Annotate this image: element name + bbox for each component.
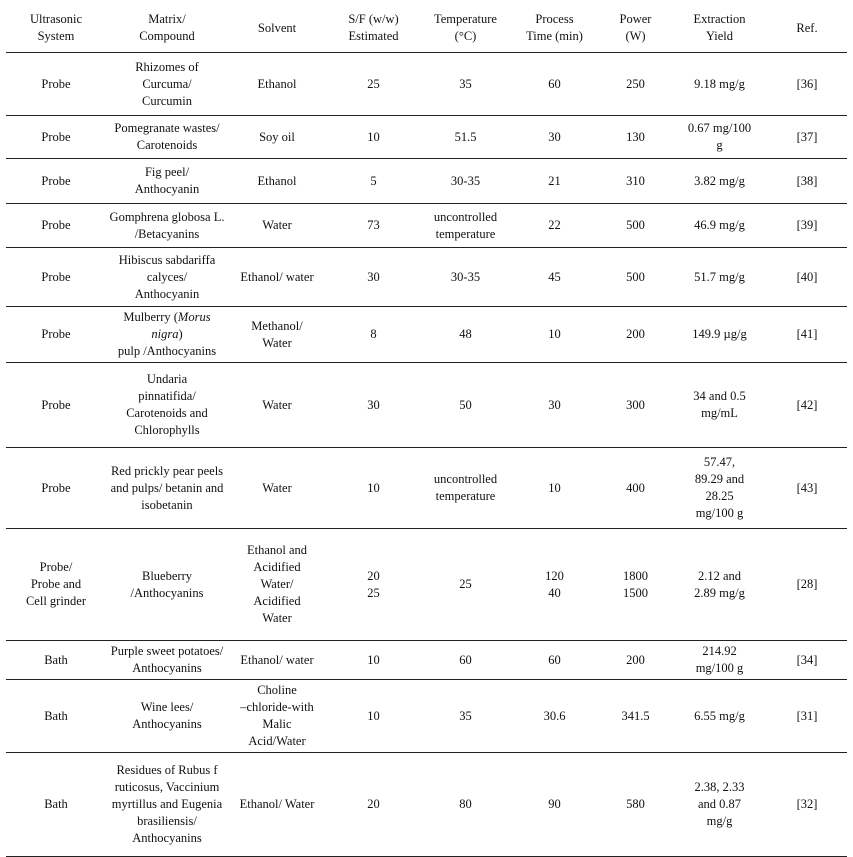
- cell-matrix: Red prickly pear peels and pulps/ betanin and isobetanin: [106, 448, 228, 529]
- header-time: Process Time (min): [510, 4, 599, 53]
- table-row: [6, 248, 847, 307]
- cell-yield: 46.9 mg/g: [672, 204, 767, 248]
- cell-matrix: Mulberry (Morus nigra) pulp /Anthocyanins: [106, 307, 228, 363]
- cell-ref: [28]: [767, 529, 847, 641]
- cell-power: 300: [599, 363, 672, 448]
- cell-yield: 57.47, 89.29 and 28.25 mg/100 g: [672, 448, 767, 529]
- header-yield: Extraction Yield: [672, 4, 767, 53]
- cell-temperature: 25: [421, 529, 510, 641]
- cell-yield: 3.82 mg/g: [672, 159, 767, 204]
- cell-sf: 10: [326, 116, 421, 159]
- cell-system: Probe: [6, 248, 106, 307]
- cell-time: 45: [510, 248, 599, 307]
- cell-solvent: Ethanol and Acidified Water/ Acidified Water: [228, 529, 326, 641]
- table-row: [6, 204, 847, 248]
- cell-ref: [36]: [767, 53, 847, 116]
- header-ref: Ref.: [767, 4, 847, 53]
- header-solvent: Solvent: [228, 4, 326, 53]
- cell-temperature: 35: [421, 53, 510, 116]
- header-temperature: Temperature (°C): [421, 4, 510, 53]
- cell-system: Probe: [6, 448, 106, 529]
- table-header: [6, 4, 847, 53]
- cell-solvent: Ethanol/ water: [228, 248, 326, 307]
- header-system: Ultrasonic System: [6, 4, 106, 53]
- table-row: [6, 753, 847, 857]
- cell-temperature: 30-35: [421, 159, 510, 204]
- cell-matrix: Hibiscus sabdariffa calyces/ Anthocyanin: [106, 248, 228, 307]
- cell-solvent: Soy oil: [228, 116, 326, 159]
- cell-time: 60: [510, 641, 599, 680]
- table-row: [6, 159, 847, 204]
- cell-matrix: Rhizomes of Curcuma/ Curcumin: [106, 53, 228, 116]
- cell-yield: 0.67 mg/100 g: [672, 116, 767, 159]
- table-row: [6, 680, 847, 753]
- cell-system: Bath: [6, 680, 106, 753]
- cell-yield: 9.18 mg/g: [672, 53, 767, 116]
- cell-system: Probe: [6, 53, 106, 116]
- cell-system: Bath: [6, 753, 106, 857]
- cell-ref: [38]: [767, 159, 847, 204]
- header-matrix: Matrix/ Compound: [106, 4, 228, 53]
- cell-system: Probe: [6, 204, 106, 248]
- cell-matrix: Residues of Rubus f ruticosus, Vaccinium myrtillus and Eugenia brasiliensis/ Anthocyanins: [106, 753, 228, 857]
- cell-sf: 20: [326, 753, 421, 857]
- cell-system: Probe: [6, 307, 106, 363]
- cell-temperature: 60: [421, 641, 510, 680]
- table-row: [6, 448, 847, 529]
- cell-power: 250: [599, 53, 672, 116]
- cell-system: Probe/ Probe and Cell grinder: [6, 529, 106, 641]
- cell-sf: 8: [326, 307, 421, 363]
- cell-system: Probe: [6, 116, 106, 159]
- cell-power: 580: [599, 753, 672, 857]
- table-row: [6, 53, 847, 116]
- cell-matrix: Blueberry /Anthocyanins: [106, 529, 228, 641]
- cell-solvent: Ethanol: [228, 53, 326, 116]
- cell-matrix: Gomphrena globosa L. /Betacyanins: [106, 204, 228, 248]
- cell-sf: 30: [326, 248, 421, 307]
- cell-solvent: Ethanol: [228, 159, 326, 204]
- cell-solvent: Ethanol/ water: [228, 641, 326, 680]
- cell-ref: [40]: [767, 248, 847, 307]
- cell-yield: 2.38, 2.33 and 0.87 mg/g: [672, 753, 767, 857]
- cell-temperature: 30-35: [421, 248, 510, 307]
- cell-matrix: Fig peel/ Anthocyanin: [106, 159, 228, 204]
- cell-power: 200: [599, 641, 672, 680]
- cell-solvent: Water: [228, 363, 326, 448]
- cell-sf: 20 25: [326, 529, 421, 641]
- cell-temperature: 50: [421, 363, 510, 448]
- cell-power: 500: [599, 204, 672, 248]
- table-row: [6, 529, 847, 641]
- cell-ref: [42]: [767, 363, 847, 448]
- table-row: [6, 363, 847, 448]
- cell-time: 22: [510, 204, 599, 248]
- cell-yield: 51.7 mg/g: [672, 248, 767, 307]
- cell-temperature: 51.5: [421, 116, 510, 159]
- cell-time: 30: [510, 363, 599, 448]
- cell-system: Bath: [6, 641, 106, 680]
- cell-matrix: Undaria pinnatifida/ Carotenoids and Chlorophylls: [106, 363, 228, 448]
- cell-solvent: Ethanol/ Water: [228, 753, 326, 857]
- cell-time: 60: [510, 53, 599, 116]
- cell-power: 200: [599, 307, 672, 363]
- cell-temperature: uncontrolled temperature: [421, 448, 510, 529]
- cell-sf: 10: [326, 448, 421, 529]
- cell-solvent: Methanol/ Water: [228, 307, 326, 363]
- cell-solvent: Water: [228, 204, 326, 248]
- cell-temperature: 48: [421, 307, 510, 363]
- cell-ref: [34]: [767, 641, 847, 680]
- cell-ref: [41]: [767, 307, 847, 363]
- cell-ref: [31]: [767, 680, 847, 753]
- cell-yield: 6.55 mg/g: [672, 680, 767, 753]
- cell-time: 30: [510, 116, 599, 159]
- header-power: Power (W): [599, 4, 672, 53]
- cell-temperature: 35: [421, 680, 510, 753]
- cell-power: 400: [599, 448, 672, 529]
- table-row: [6, 307, 847, 363]
- cell-matrix: Pomegranate wastes/ Carotenoids: [106, 116, 228, 159]
- cell-sf: 73: [326, 204, 421, 248]
- table-body: [6, 53, 847, 857]
- cell-system: Probe: [6, 159, 106, 204]
- cell-solvent: Choline –chloride-with Malic Acid/Water: [228, 680, 326, 753]
- cell-time: 10: [510, 307, 599, 363]
- cell-system: Probe: [6, 363, 106, 448]
- cell-power: 1800 1500: [599, 529, 672, 641]
- cell-matrix: Wine lees/ Anthocyanins: [106, 680, 228, 753]
- cell-temperature: uncontrolled temperature: [421, 204, 510, 248]
- cell-sf: 5: [326, 159, 421, 204]
- cell-yield: 2.12 and 2.89 mg/g: [672, 529, 767, 641]
- cell-yield: 149.9 µg/g: [672, 307, 767, 363]
- table-row: [6, 641, 847, 680]
- cell-ref: [39]: [767, 204, 847, 248]
- cell-sf: 30: [326, 363, 421, 448]
- cell-time: 90: [510, 753, 599, 857]
- cell-time: 120 40: [510, 529, 599, 641]
- cell-time: 10: [510, 448, 599, 529]
- cell-ref: [32]: [767, 753, 847, 857]
- cell-solvent: Water: [228, 448, 326, 529]
- table-row: [6, 116, 847, 159]
- cell-power: 500: [599, 248, 672, 307]
- cell-sf: 10: [326, 680, 421, 753]
- cell-temperature: 80: [421, 753, 510, 857]
- cell-ref: [37]: [767, 116, 847, 159]
- cell-yield: 214.92 mg/100 g: [672, 641, 767, 680]
- cell-matrix: Purple sweet potatoes/ Anthocyanins: [106, 641, 228, 680]
- cell-sf: 25: [326, 53, 421, 116]
- header-row: [6, 4, 847, 53]
- cell-time: 30.6: [510, 680, 599, 753]
- cell-power: 341.5: [599, 680, 672, 753]
- cell-yield: 34 and 0.5 mg/mL: [672, 363, 767, 448]
- cell-sf: 10: [326, 641, 421, 680]
- cell-ref: [43]: [767, 448, 847, 529]
- cell-power: 130: [599, 116, 672, 159]
- extraction-table: [6, 4, 847, 857]
- header-sf: S/F (w/w) Estimated: [326, 4, 421, 53]
- cell-power: 310: [599, 159, 672, 204]
- cell-time: 21: [510, 159, 599, 204]
